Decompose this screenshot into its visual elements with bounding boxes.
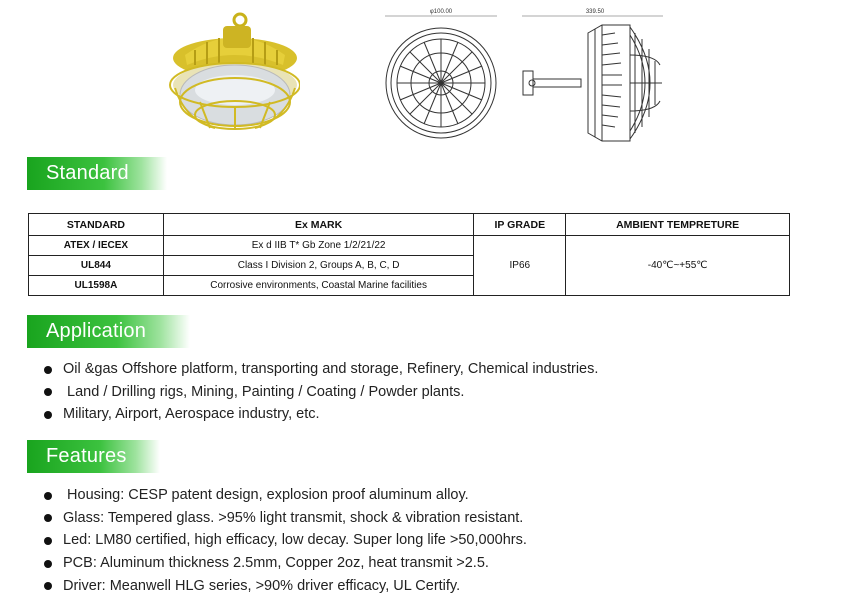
- list-item-text: Led: LM80 certified, high efficacy, low decay. Super long life >50,000hrs.: [63, 532, 527, 549]
- column-header-ex-mark: Ex MARK: [163, 214, 474, 236]
- ex-mark-cell: Corrosive environments, Coastal Marine facilities: [163, 276, 474, 296]
- bullet-icon: [44, 514, 52, 522]
- bullet-icon: [44, 560, 52, 568]
- side-dimension-label: 339.50: [585, 9, 605, 15]
- list-item: [44, 575, 527, 598]
- list-item-text: Land / Drilling rigs, Mining, Painting / Coating / Powder plants.: [63, 383, 465, 400]
- list-item: [44, 381, 598, 404]
- standard-cell: ATEX / IECEX: [29, 236, 164, 256]
- list-item-text: Driver: Meanwell HLG series, >90% driver efficacy, UL Certify.: [63, 577, 461, 594]
- standard-cell: UL1598A: [29, 276, 164, 296]
- list-item: [44, 484, 527, 507]
- list-item-text: PCB: Aluminum thickness 2.5mm, Copper 2oz, heat transmit >2.5.: [63, 555, 489, 572]
- front-dimension-label: φ100.00: [429, 9, 453, 15]
- ex-mark-cell: Ex d IIB T* Gb Zone 1/2/21/22: [163, 236, 474, 256]
- standard-cell: UL844: [29, 256, 164, 276]
- side-view-drawing: [520, 5, 665, 145]
- list-item-text: Glass: Tempered glass. >95% light transmit, shock & vibration resistant.: [63, 509, 524, 526]
- list-item: [44, 358, 598, 381]
- application-list: [44, 358, 598, 426]
- list-item-text: Housing: CESP patent design, explosion proof aluminum alloy.: [63, 487, 469, 503]
- list-item-text: Military, Airport, Aerospace industry, etc.: [63, 406, 320, 423]
- ip-grade-cell: IP66: [474, 236, 566, 296]
- bullet-icon: [44, 388, 52, 396]
- column-header-ambient: AMBIENT TEMPRETURE: [566, 214, 790, 236]
- features-section-header: Features: [27, 440, 160, 473]
- bullet-icon: [44, 582, 52, 590]
- bullet-icon: [44, 411, 52, 419]
- list-item: [44, 507, 527, 530]
- column-header-ip-grade: IP GRADE: [474, 214, 566, 236]
- product-photo: [155, 10, 300, 140]
- table-header-row: [29, 214, 790, 236]
- list-item: [44, 529, 527, 552]
- standard-section-header: Standard: [27, 157, 167, 190]
- table-row: [29, 236, 790, 256]
- ambient-cell: -40℃~+55℃: [566, 236, 790, 296]
- bullet-icon: [44, 366, 52, 374]
- features-list: [44, 484, 527, 597]
- column-header-standard: STANDARD: [29, 214, 164, 236]
- list-item-text: Oil &gas Offshore platform, transporting and storage, Refinery, Chemical industries.: [63, 361, 599, 377]
- bullet-icon: [44, 537, 52, 545]
- front-view-drawing: [383, 5, 499, 145]
- ex-mark-cell: Class I Division 2, Groups A, B, C, D: [163, 256, 474, 276]
- bullet-icon: [44, 492, 52, 500]
- list-item: [44, 403, 598, 426]
- list-item: [44, 552, 527, 575]
- standard-table: [28, 213, 790, 296]
- application-section-header: Application: [27, 315, 190, 348]
